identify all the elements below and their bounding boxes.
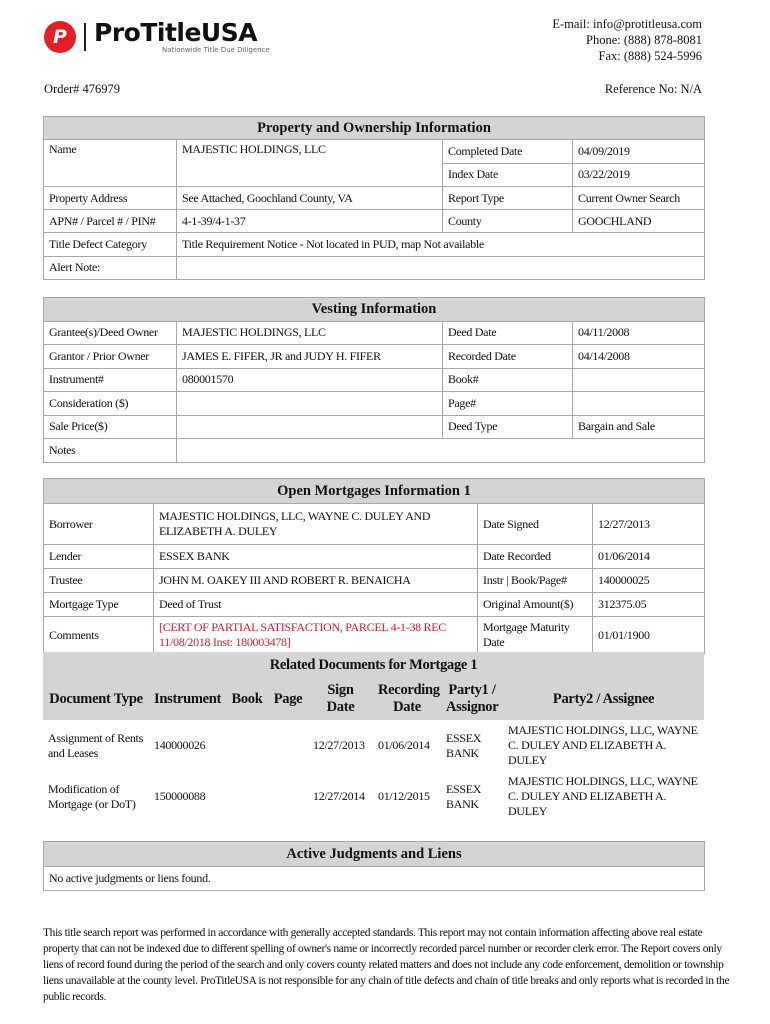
doc-book [226,720,268,771]
field-label: Comments [44,617,154,654]
section-title: Property and Ownership Information [44,117,705,140]
column-header: Instrument [149,678,226,720]
section-title: Related Documents for Mortgage 1 [43,652,704,678]
mortgage-comments: [CERT OF PARTIAL SATISFACTION, PARCEL 4-1-38 REC 11/08/2018 Inst: 180003478] [154,617,478,654]
section-title: Open Mortgages Information 1 [44,479,705,504]
field-label: Deed Type [443,415,573,439]
field-label: Original Amount($) [478,593,593,617]
disclaimer-text: This title search report was performed in accordance with generally accepted standards. This report may not contain information affecting above real estate property that can not be indexed due to different spelling of owner's name or incorrectly recorded parcel number or recorder clerk error. The Report covers only liens of record found during the period of the search and only covers county related matters and does not include any code enforcement, demolition or township liens unavailable at the county level. ProTitleUSA is not responsible for any chain of title defects and chain of title breaks and only reports what is recorded in the public records. [43,927,730,1003]
field-value [573,368,705,392]
field-value [573,392,705,416]
field-value: Current Owner Search [573,186,705,209]
field-label: APN# / Parcel # / PIN# [44,210,177,233]
field-label: Index Date [443,163,573,186]
field-label: Alert Note: [44,256,177,279]
doc-page [268,720,308,771]
field-label: Date Signed [478,504,593,545]
field-value [177,415,443,439]
field-label: Instrument# [44,368,177,392]
field-label: Mortgage Maturity Date [478,617,593,654]
section-title: Active Judgments and Liens [44,842,705,867]
vesting-table [43,297,705,463]
field-value [177,392,443,416]
field-value: MAJESTIC HOLDINGS, LLC [177,140,443,187]
logo-name: ProTitleUSA [94,18,258,47]
related-documents-table [43,652,704,822]
doc-type: Assignment of Rents and Leases [48,730,143,760]
doc-sign-date: 12/27/2013 [313,738,365,752]
table-row [43,771,704,822]
doc-book [226,771,268,822]
doc-party1: ESSEX BANK [446,730,482,760]
logo-p-icon: P [44,21,76,53]
judgments-table [43,841,705,891]
property-ownership-table [43,116,705,280]
contact-email: E-mail: info@protitleusa.com [552,17,702,31]
field-label: Grantor / Prior Owner [44,345,177,369]
contact-info [552,16,702,64]
field-value: 140000025 [593,569,705,593]
field-value [177,256,705,279]
open-mortgages-table [43,478,705,654]
table-row [43,720,704,771]
field-label: Report Type [443,186,573,209]
field-label: Completed Date [443,140,573,163]
doc-recording-date: 01/12/2015 [378,789,430,803]
field-label: Mortgage Type [44,593,154,617]
logo-wordmark [94,19,270,54]
reference-number: Reference No: N/A [604,82,702,96]
field-value: 312375.05 [593,593,705,617]
doc-party2: MAJESTIC HOLDINGS, LLC, WAYNE C. DULEY AND ELIZABETH A. DULEY [508,723,698,767]
section-title: Vesting Information [44,298,705,322]
column-header: Page [268,678,308,720]
field-label: Deed Date [443,321,573,345]
logo-divider [84,23,86,51]
field-value: JAMES E. FIFER, JR and JUDY H. FIFER [177,345,443,369]
field-value: Title Requirement Notice - Not located in PUD, map Not available [177,233,705,256]
doc-page [268,771,308,822]
column-header: Document Type [43,678,149,720]
field-value: See Attached, Goochland County, VA [177,186,443,209]
field-value: 01/01/1900 [593,617,705,654]
field-value: MAJESTIC HOLDINGS, LLC [177,321,443,345]
field-value: 03/22/2019 [573,163,705,186]
column-header: Party1 / Assignor [441,678,503,720]
field-value: 04/11/2008 [573,321,705,345]
doc-instrument: 150000088 [154,789,206,803]
field-label: Lender [44,545,154,569]
field-label: Property Address [44,186,177,209]
field-value: 12/27/2013 [593,504,705,545]
field-label: Grantee(s)/Deed Owner [44,321,177,345]
column-header: Party2 / Assignee [503,678,704,720]
field-label: Consideration ($) [44,392,177,416]
field-value: ESSEX BANK [154,545,478,569]
field-value: 01/06/2014 [593,545,705,569]
doc-sign-date: 12/27/2014 [313,789,365,803]
field-label: Sale Price($) [44,415,177,439]
field-value: Bargain and Sale [573,415,705,439]
field-label: Date Recorded [478,545,593,569]
column-header: Book [226,678,268,720]
logo-tagline: Nationwide Title Due Diligence [162,46,270,54]
field-label: Instr | Book/Page# [478,569,593,593]
field-value: MAJESTIC HOLDINGS, LLC, WAYNE C. DULEY AND ELIZABETH A. DULEY [154,504,478,545]
field-label: Book# [443,368,573,392]
doc-party1: ESSEX BANK [446,781,482,811]
field-value: JOHN M. OAKEY III AND ROBERT R. BENAICHA [154,569,478,593]
column-header: Recording Date [373,678,441,720]
field-label: Borrower [44,504,154,545]
company-logo [44,19,270,54]
field-value [177,439,705,463]
column-header: Sign Date [308,678,373,720]
field-label: Recorded Date [443,345,573,369]
doc-type: Modification of Mortgage (or DoT) [48,781,136,811]
field-label: Notes [44,439,177,463]
field-label: County [443,210,573,233]
field-value: 04/09/2019 [573,140,705,163]
field-value: 4-1-39/4-1-37 [177,210,443,233]
field-label: Name [44,140,177,187]
contact-phone: Phone: (888) 878-8081 [586,33,702,47]
contact-fax: Fax: (888) 524-5996 [598,49,702,63]
field-value: Deed of Trust [154,593,478,617]
field-value: GOOCHLAND [573,210,705,233]
doc-party2: MAJESTIC HOLDINGS, LLC, WAYNE C. DULEY AND ELIZABETH A. DULEY [508,774,698,818]
field-label: Trustee [44,569,154,593]
field-value: 04/14/2008 [573,345,705,369]
field-value: 080001570 [177,368,443,392]
field-label: Page# [443,392,573,416]
doc-recording-date: 01/06/2014 [378,738,430,752]
order-number: Order# 476979 [44,82,121,96]
field-label: Title Defect Category [44,233,177,256]
judgments-value: No active judgments or liens found. [44,867,705,891]
doc-instrument: 140000026 [154,738,206,752]
